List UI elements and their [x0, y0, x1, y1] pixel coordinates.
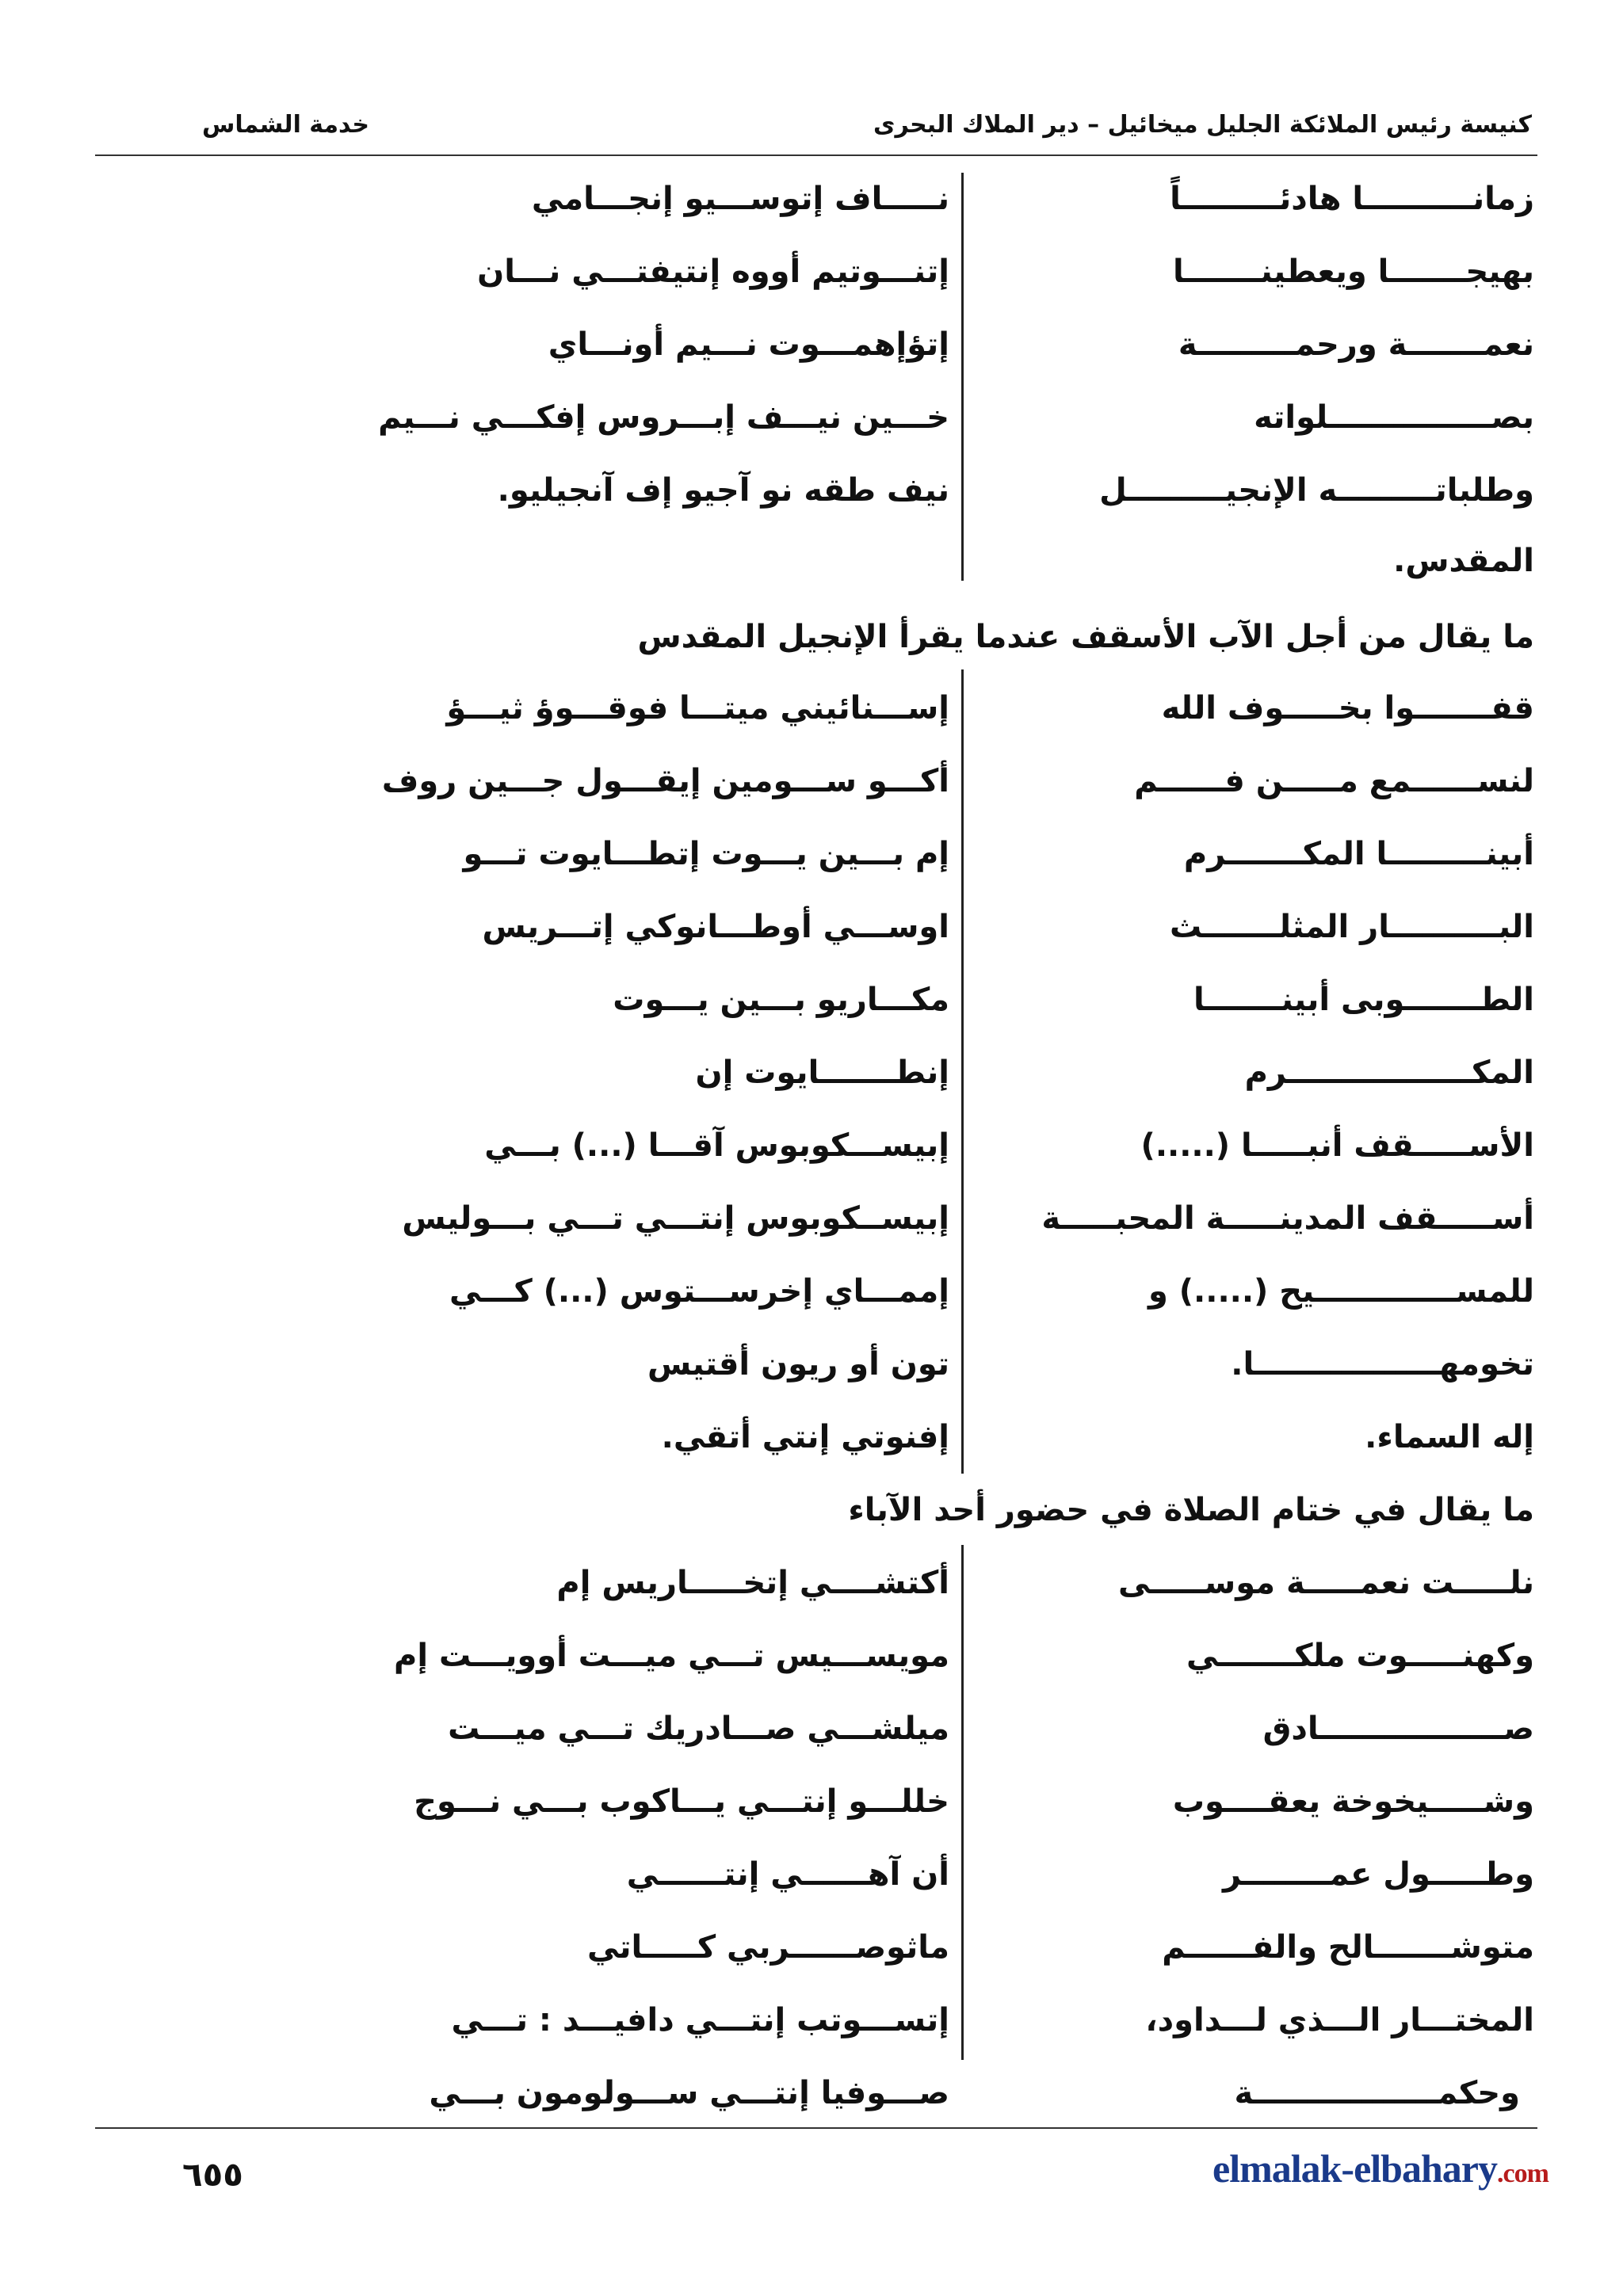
site-logo[interactable]: [1212, 2145, 1549, 2191]
coptic-line: نـــــاف إتوســـيو إنجـــامي: [531, 181, 949, 217]
arabic-line: المختـــار الـــذي لـــداود،: [1145, 2002, 1534, 2039]
header-church-title: كنيسة رئيس الملائكة الجليل ميخائيل – دير الملاك البحرى: [873, 111, 1532, 139]
coptic-line: إتؤإهمـــوت نـــيم أونـــاي: [548, 326, 949, 363]
arabic-line: لنســــــمع مـــــن فــــــم: [1134, 763, 1534, 799]
arabic-line: المقدس.: [1393, 543, 1534, 579]
coptic-line: ميلشـــي صـــادريك تـــي ميـــت: [448, 1711, 949, 1747]
arabic-line: المكـــــــــــــــــرم: [1244, 1055, 1534, 1091]
coptic-line: إنطـــــــايوت إن: [695, 1055, 949, 1091]
arabic-line: نلـــــت نعمـــــة موســـــى: [1118, 1565, 1534, 1601]
arabic-line: للمســـــــــــــيح (.....) و: [1148, 1273, 1534, 1310]
section-heading: ما يقال في ختام الصلاة في حضور أحد الآباء: [848, 1492, 1534, 1528]
coptic-line: نيف طقه نو آجيو إف آنجيليو.: [497, 472, 949, 509]
footer-rule: [95, 2127, 1537, 2129]
arabic-line: وشـــــيخوخة يعقــــوب: [1172, 1783, 1534, 1820]
arabic-line: تخومهـــــــــــــــــا.: [1231, 1346, 1534, 1383]
coptic-line: إفنوتي إنتي أتقي.: [661, 1419, 949, 1455]
coptic-line: أن آهــــــي إنتــــــي: [626, 1856, 949, 1893]
arabic-line: متوشـــــــالح والفــــــم: [1162, 1929, 1534, 1966]
coptic-line: خللـــو إنتـــي يـــاكوب بـــي نـــوج: [414, 1783, 949, 1820]
header-book-title: خدمة الشماس: [202, 111, 370, 139]
arabic-line: أســـــقف المدينـــــة المحبـــــة: [1041, 1200, 1534, 1237]
coptic-line: إممـــاي إخرســـتوس (...) كـــي: [449, 1273, 949, 1310]
coptic-line: إم بـــين يـــوت إتطـــايوت تـــو: [463, 836, 949, 872]
arabic-line: وحكمـــــــــــــــــة: [1234, 2075, 1520, 2111]
arabic-line: الطـــــــوبى أبينـــــــا: [1193, 982, 1534, 1018]
coptic-line: إبيســـكوبوس آقـــا (...) بـــي: [484, 1127, 949, 1164]
header-rule: [95, 154, 1537, 156]
arabic-line: صـــــــــــــــــادق: [1262, 1711, 1534, 1747]
arabic-line: نعمـــــــة ورحمـــــــــة: [1178, 326, 1534, 363]
arabic-line: زمانــــــــــا هادئـــــــــاً: [1170, 181, 1534, 217]
section-heading: ما يقال من أجل الآب الأسقف عندما يقرأ الإنجيل المقدس: [637, 619, 1534, 655]
arabic-line: بهيجـــــــا ويعطينـــــــا: [1172, 254, 1534, 290]
page-number: ٦٥٥: [182, 2155, 243, 2194]
coptic-line: إتســـوتب إنتـــي دافيـــد : تـــي: [451, 2002, 949, 2039]
coptic-line: اوســـي أوطـــانوكي إتـــريس: [482, 909, 949, 945]
coptic-line: ماثوصــــــربي كـــــاتي: [587, 1929, 949, 1966]
arabic-line: البــــــــــار المثلـــــــث: [1170, 909, 1534, 945]
coptic-line: إبيســكوبوس إنتـــي تـــي بـــوليس: [402, 1200, 949, 1237]
arabic-line: وطـــــول عمــــــــر: [1222, 1856, 1534, 1893]
arabic-line: وطلباتـــــــــه الإنجيـــــــــل: [1099, 472, 1534, 509]
coptic-line: صـــوفيا إنتـــي ســـولومون بـــي: [429, 2075, 949, 2111]
coptic-line: أكتشــــي إتخـــــاريس إم: [556, 1565, 949, 1601]
coptic-line: خـــين نيـــف إبـــروس إفكـــي نـــيم: [378, 399, 949, 436]
coptic-line: إســـنائيني ميتـــا فوقـــوؤ ثيـــؤ: [446, 690, 949, 727]
logo-domain: .com: [1496, 2159, 1549, 2188]
arabic-line: قفـــــــوا بخـــــوف الله: [1161, 690, 1534, 727]
arabic-line: بصـــــــــــــــلواته: [1254, 399, 1534, 436]
logo-text: elmalak-elbahary: [1212, 2146, 1497, 2191]
coptic-line: مويســـيس تـــي ميـــت أوويـــت إم: [394, 1638, 949, 1674]
arabic-line: وكهنـــــوت ملكـــــــي: [1186, 1638, 1534, 1674]
coptic-line: مكـــاريو بـــين يـــوت: [613, 982, 949, 1018]
coptic-line: إتنـــوتيم أووه إنتيفتـــي نـــان: [477, 254, 949, 290]
coptic-line: تون أو ريون أقتيس: [647, 1346, 949, 1383]
arabic-line: أبينـــــــــا المكـــــــرم: [1183, 836, 1534, 872]
coptic-line: أكـــو ســـومين إيقـــول جـــين روف: [381, 763, 949, 799]
arabic-line: الأســـــقف أنبـــــا (.....): [1140, 1127, 1534, 1164]
arabic-line: إله السماء.: [1365, 1419, 1534, 1455]
